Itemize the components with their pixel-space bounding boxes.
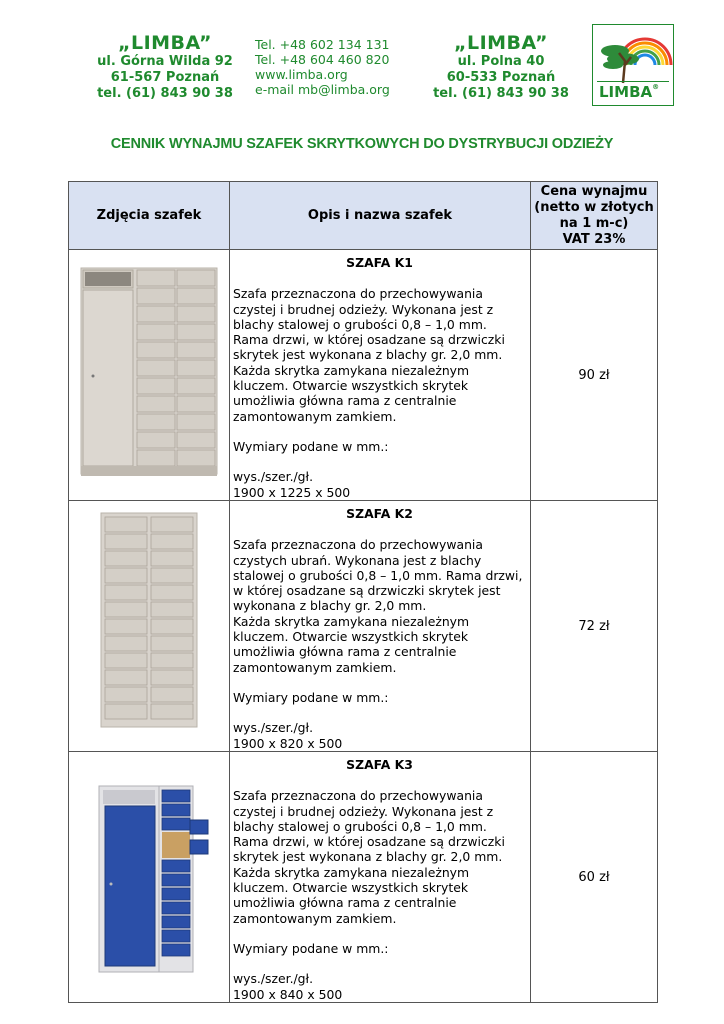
description-text: Szafa przeznaczona do przechowywania czystej i brudnej odzieży. Wykonana jest z blachy stalowej o grubości 0,8 – 1,0 mm. Rama drzwi, w której osadzane są drzwiczki skrytek jest wykonana z blachy gr. 2,0 mm. [233, 788, 505, 865]
registered-mark: ® [652, 83, 660, 91]
limba-logo [592, 24, 674, 106]
header-description: Opis i nazwa szafek [230, 182, 531, 250]
address-gorna-wilda [92, 32, 238, 102]
cabinet-name: SZAFA K1 [346, 255, 413, 270]
table-header-row [69, 182, 658, 250]
dimensions-value: 1900 x 820 x 500 [233, 735, 343, 751]
header-price-line: VAT 23% [562, 231, 626, 247]
dimensions-axes: wys./szer./gł. [233, 720, 314, 736]
description-text: Szafa przeznaczona do przechowywania czystych ubrań. Wykonana jest z blachy stalowej o grubości 0,8 – 1,0 mm. Rama drzwi, w której osadzane są drzwiczki skrytek jest wykonana z blachy gr. 2,0 mm. [233, 537, 523, 614]
website-link[interactable]: www.limba.org [255, 67, 348, 82]
description-text: Każda skrytka zamykana niezależnym kluczem. Otwarcie wszystkich skrytek umożliwia główna rama z centralnie zamontowanym zamkiem. [233, 362, 470, 424]
email-link[interactable]: e-mail mb@limba.org [255, 82, 390, 97]
description-k2 [230, 501, 531, 752]
description-k3 [230, 752, 531, 1003]
document-title: CENNIK WYNAJMU SZAFEK SKRYTKOWYCH DO DYSTRYBUCJI ODZIEŻY [110, 136, 614, 152]
description-k1 [230, 250, 531, 501]
header-price-line: Cena wynajmu [540, 183, 648, 199]
description-text: Każda skrytka zamykana niezależnym kluczem. Otwarcie wszystkich skrytek umożliwia główna rama z centralnie zamontowanym zamkiem. [233, 613, 470, 675]
table-row [69, 250, 658, 501]
phone: tel. (61) 843 90 38 [97, 86, 233, 101]
header-price [531, 182, 658, 250]
cabinet-k1-image [79, 266, 219, 478]
cabinet-name: SZAFA K3 [346, 757, 413, 772]
cabinet-photo-k1 [69, 250, 230, 501]
price-k2: 72 zł [531, 501, 658, 752]
street: ul. Polna 40 [457, 54, 545, 69]
cabinet-k3-image [97, 784, 217, 974]
logo-text: LIMBA [599, 83, 653, 101]
phone-1: Tel. +48 602 134 131 [255, 37, 390, 52]
cabinet-photo-k3 [69, 752, 230, 1003]
dimensions-value: 1900 x 1225 x 500 [233, 484, 351, 500]
table-row [69, 752, 658, 1003]
dimensions-value: 1900 x 840 x 500 [233, 986, 343, 1002]
price-k3: 60 zł [531, 752, 658, 1003]
dimensions-axes: wys./szer./gł. [233, 469, 314, 485]
phone-2: Tel. +48 604 460 820 [255, 52, 390, 67]
cabinet-photo-k2 [69, 501, 230, 752]
header-photos: Zdjęcia szafek [69, 182, 230, 250]
description-text: Każda skrytka zamykana niezależnym kluczem. Otwarcie wszystkich skrytek umożliwia główna rama z centralnie zamontowanym zamkiem. [233, 864, 470, 926]
header-price-line: (netto w złotych [534, 199, 654, 215]
dimensions-label: Wymiary podane w mm.: [233, 438, 389, 454]
dimensions-axes: wys./szer./gł. [233, 971, 314, 987]
city: 60-533 Poznań [446, 70, 556, 85]
phone: tel. (61) 843 90 38 [433, 86, 569, 101]
address-polna [428, 32, 574, 102]
street: ul. Górna Wilda 92 [97, 54, 233, 69]
company-name: „LIMBA” [117, 32, 212, 54]
cabinet-name: SZAFA K2 [346, 506, 413, 521]
description-text: Szafa przeznaczona do przechowywania czystej i brudnej odzieży. Wykonana jest z blachy stalowej o grubości 0,8 – 1,0 mm. Rama drzwi, w której osadzane są drzwiczki skrytek jest wykonana z blachy gr. 2,0 mm. [233, 286, 505, 363]
dimensions-label: Wymiary podane w mm.: [233, 689, 389, 705]
header-price-line: na 1 m-c) [559, 215, 629, 231]
table-row [69, 501, 658, 752]
price-table [68, 181, 658, 1003]
contact-block [255, 37, 390, 97]
price-k1: 90 zł [531, 250, 658, 501]
dimensions-label: Wymiary podane w mm.: [233, 940, 389, 956]
city: 61-567 Poznań [110, 70, 220, 85]
company-name: „LIMBA” [453, 32, 548, 54]
cabinet-k2-image [99, 511, 199, 731]
